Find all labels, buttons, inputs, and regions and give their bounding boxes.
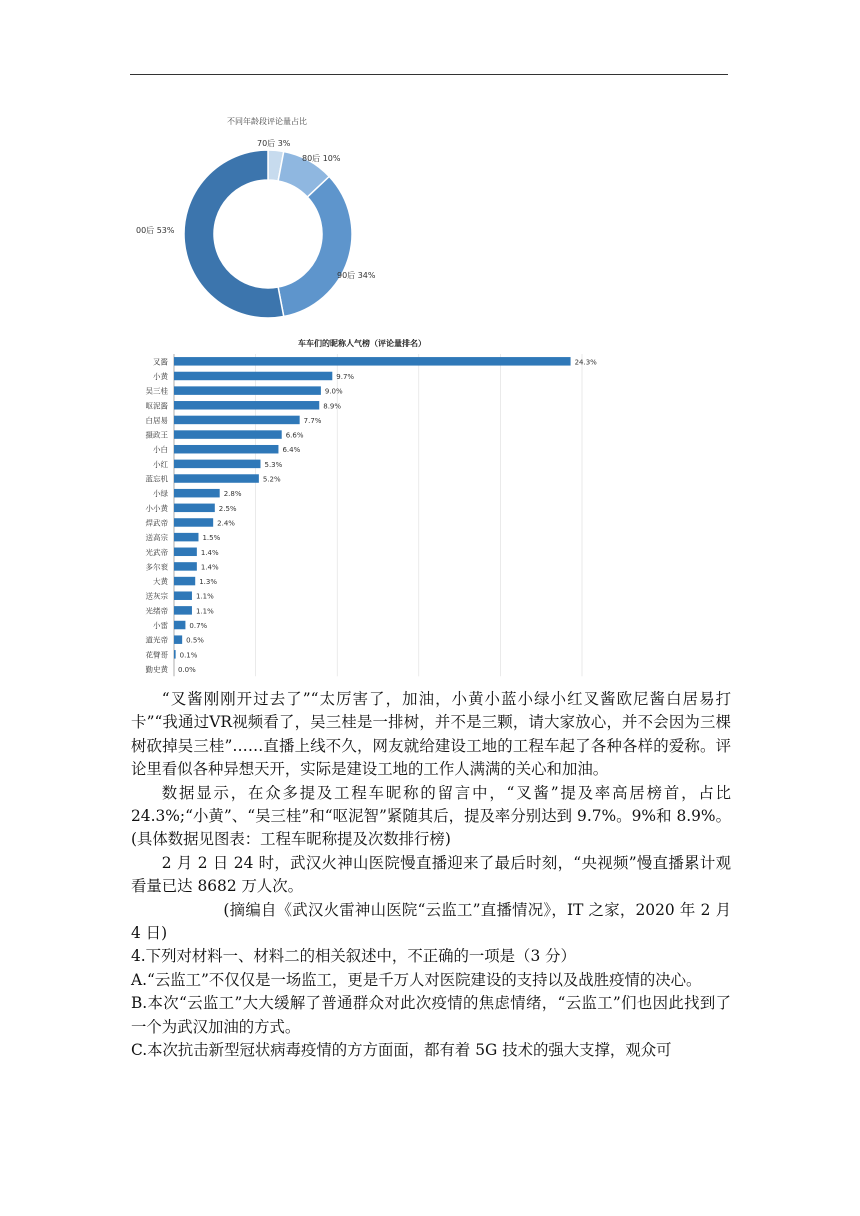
- bar-value-label: 9.0%: [324, 387, 343, 396]
- bar: [174, 372, 332, 381]
- bar: [174, 460, 260, 469]
- bar-value-label: 6.4%: [282, 446, 301, 455]
- bar: [174, 635, 182, 644]
- bar: [174, 430, 282, 439]
- pie-slice: [278, 176, 352, 316]
- bar-category-label: 小小黄: [145, 503, 168, 513]
- bar: [174, 386, 321, 395]
- bar-value-label: 1.3%: [199, 578, 218, 587]
- bar-category-label: 送灰宗: [145, 591, 168, 601]
- bar-value-label: 1.1%: [195, 607, 214, 616]
- bar-value-label: 1.4%: [200, 563, 219, 572]
- bar-category-label: 蓝忘机: [145, 474, 168, 484]
- pie-title: 不同年龄段评论量占比: [227, 117, 307, 126]
- paragraph-2: 数据显示，在众多提及工程车昵称的留言中，“叉酱”提及率高居榜首，占比 24.3%;“小黄”、“吴三桂”和“呕泥智”紧随其后，提及率分别达到 9.7%。9%和 8.9%。(具体数据见图表：工程车昵称提及次数排行榜): [131, 783, 731, 849]
- bar-value-label: 5.3%: [264, 460, 283, 469]
- nickname-bar-chart: [112, 334, 597, 684]
- paragraph-1: “叉酱刚刚开过去了”“太厉害了，加油，小黄小蓝小绿小红叉酱欧尼酱白居易打卡”“我通过VR视频看了，吴三桂是一排树，并不是三颗，请大家放心，并不会因为三棵树砍掉吴三桂”……直播上线不久，网友就给建设工地的工程车起了各种各样的爱称。评论里看似各种异想天开，实际是建设工地的工作人满满的关心和加油。: [131, 690, 731, 779]
- bar-value-label: 8.9%: [323, 402, 342, 411]
- bar-category-label: 摄政王: [145, 430, 168, 440]
- bar-value-label: 24.3%: [574, 358, 597, 367]
- pie-label-00s: 00后 53%: [136, 226, 175, 235]
- bar: [174, 416, 300, 425]
- article-body: [131, 688, 731, 1063]
- bar-category-label: 道光帝: [145, 635, 168, 645]
- pie-label-70s: 70后 3%: [257, 139, 291, 148]
- bar: [174, 591, 192, 600]
- bar-category-label: 白居易: [145, 415, 168, 425]
- bar: [174, 650, 176, 659]
- bar-category-label: 叉酱: [153, 357, 168, 367]
- bar-value-label: 2.5%: [218, 504, 237, 513]
- bar-category-label: 焊武帝: [145, 518, 168, 528]
- option-c: C.本次抗击新型冠状病毒疫情的方方面面，都有着 5G 技术的强大支撑，观众可: [131, 1041, 672, 1060]
- bar: [174, 357, 571, 366]
- pie-label-80s: 80后 10%: [302, 154, 341, 163]
- bar-value-label: 0.1%: [179, 651, 198, 660]
- bar-value-label: 7.7%: [303, 416, 322, 425]
- bar-category-label: 小白: [153, 445, 168, 455]
- bar: [174, 621, 185, 630]
- bar: [174, 474, 259, 483]
- option-a: A.“云监工”不仅仅是一场监工，更是千万人对医院建设的支持以及战胜疫情的决心。: [131, 970, 702, 989]
- bar: [174, 548, 197, 557]
- bar-category-label: 小雷: [153, 621, 168, 631]
- bar-category-label: 送高宗: [145, 533, 168, 543]
- bar: [174, 401, 319, 410]
- bar-value-label: 2.4%: [217, 519, 235, 528]
- pie-label-90s: 90后 34%: [337, 271, 376, 280]
- bar: [174, 562, 197, 571]
- bar-category-label: 花臂哥: [145, 650, 168, 660]
- bar-value-label: 1.5%: [202, 534, 221, 543]
- question-4: 4.下列对材料一、材料二的相关叙述中，不正确的一项是（3 分）: [131, 947, 576, 966]
- header-rule: [130, 74, 728, 75]
- bar-category-label: 小红: [153, 459, 168, 469]
- bar: [174, 518, 213, 527]
- bar: [174, 504, 215, 513]
- bar-category-label: 光武帝: [145, 547, 168, 557]
- paragraph-3: 2 月 2 日 24 时，武汉火神山医院慢直播迎来了最后时刻，“央视频”慢直播累计观看量已达 8682 万人次。: [131, 853, 731, 896]
- bar-category-label: 勤史黄: [145, 664, 168, 674]
- bar: [174, 577, 195, 586]
- bar-chart-title: 车车们的昵称人气榜（评论量排名）: [298, 339, 426, 348]
- bar: [174, 606, 192, 615]
- bar: [174, 445, 278, 454]
- age-pie-chart: [130, 108, 430, 328]
- option-b: B.本次“云监工”大大缓解了普通群众对此次疫情的焦虑情绪，“云监工”们也因此找到了一个为武汉加油的方式。: [131, 994, 731, 1036]
- bar-category-label: 小黄: [153, 371, 168, 381]
- bar-value-label: 0.5%: [186, 636, 204, 645]
- bar-category-label: 呕泥酱: [145, 401, 168, 411]
- bar: [174, 533, 198, 542]
- bar-value-label: 0.7%: [189, 622, 208, 631]
- bar-value-label: 2.8%: [223, 490, 242, 499]
- bar-value-label: 1.1%: [195, 592, 214, 601]
- bar-category-label: 多尔衮: [145, 562, 168, 572]
- bar-category-label: 大黄: [153, 577, 168, 587]
- source-citation: (摘编自《武汉火雷神山医院“云监工”直播情况》，IT 之家，2020 年 2 月 4 日): [131, 900, 731, 943]
- bar-category-label: 光绪帝: [145, 606, 168, 616]
- bar-value-label: 0.0%: [178, 665, 196, 674]
- bar: [174, 489, 220, 498]
- bar-value-label: 1.4%: [200, 548, 219, 557]
- bar-category-label: 吴三桂: [145, 386, 168, 396]
- bar-value-label: 5.2%: [262, 475, 281, 484]
- bar-value-label: 9.7%: [336, 372, 355, 381]
- bar-value-label: 6.6%: [285, 431, 304, 440]
- bar-category-label: 小绿: [153, 489, 168, 499]
